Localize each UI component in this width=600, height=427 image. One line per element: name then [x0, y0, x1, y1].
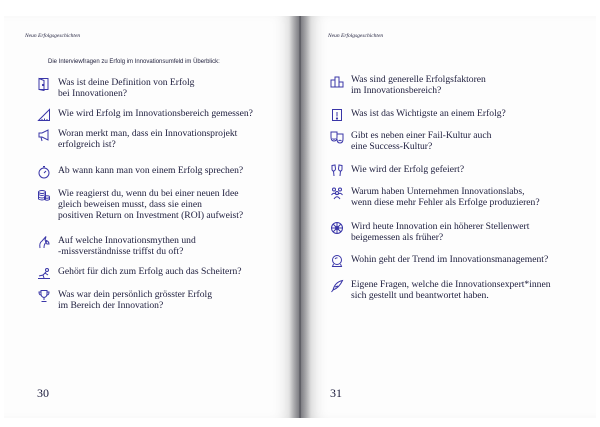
question-item [330, 164, 464, 178]
question-text: Eigene Fragen, welche die Innovationsexpert*innen sich gestellt und beantwortet haben. [351, 279, 551, 301]
question-item [330, 130, 491, 152]
question-text: Ab wann kann man von einem Erfolg sprechen? [58, 165, 244, 176]
question-item [37, 188, 243, 221]
question-item [330, 221, 529, 243]
question-item [330, 279, 551, 301]
question-text: Wie reagierst du, wenn du bei einer neuen Idee gleich beweisen musst, dass sie einen positiven Return on Investment (ROI) aufweist? [58, 188, 244, 221]
trophy-icon [37, 289, 51, 303]
champagne-icon [330, 164, 344, 178]
running-head-left: Neun Erfolgsgeschichten [25, 33, 81, 39]
question-text: Gibt es neben einer Fail-Kultur auch eine Success-Kultur? [351, 130, 492, 152]
question-item [37, 77, 194, 99]
quill-icon [330, 279, 344, 293]
unicorn-icon [37, 235, 51, 249]
crystal-ball-icon [330, 254, 344, 268]
coins-icon [37, 188, 51, 202]
question-text: Wird heute Innovation ein höherer Stellenwert beigemessen als früher? [351, 221, 530, 243]
question-item [37, 165, 243, 179]
page-number-right: 31 [330, 386, 342, 400]
masks-icon [330, 130, 344, 144]
question-item [330, 74, 486, 96]
question-item [330, 254, 548, 268]
page-number-left: 30 [37, 386, 49, 400]
book-gutter [289, 16, 311, 418]
question-text: Wie wird Erfolg im Innovationsbereich gemessen? [58, 108, 253, 119]
wheel-icon [330, 221, 344, 235]
question-text: Warum haben Unternehmen Innovationslabs, wenn diese mehr Fehler als Erfolge produzieren? [351, 186, 540, 208]
question-text: Was ist das Wichtigste an einem Erfolg? [351, 108, 506, 119]
question-item [37, 128, 237, 150]
question-text: Was sind generelle Erfolgsfaktoren im Innovationsbereich? [351, 74, 486, 96]
question-item [330, 108, 506, 122]
megaphone-icon [37, 128, 51, 142]
ruler-icon [37, 108, 51, 122]
question-text: Wie wird der Erfolg gefeiert? [351, 164, 465, 175]
stopwatch-icon [37, 165, 51, 179]
question-text: Was war dein persönlich grösster Erfolg im Bereich der Innovation? [58, 289, 213, 311]
running-head-right: Neun Erfolgsgeschichten [328, 33, 384, 39]
question-text: Was ist deine Definition von Erfolg bei Innovationen? [58, 77, 195, 99]
question-text: Auf welche Innovationsmythen und -missverständnisse triffst du oft? [58, 235, 196, 257]
question-item [330, 186, 540, 208]
door-icon [37, 77, 51, 91]
exclamation-icon [330, 108, 344, 122]
podium-icon [330, 74, 344, 88]
question-item [37, 289, 212, 311]
team-icon [330, 186, 344, 200]
question-text: Wohin geht der Trend im Innovationsmanagement? [351, 254, 549, 265]
question-item [37, 108, 253, 122]
question-text: Gehört für dich zum Erfolg auch das Scheitern? [58, 266, 242, 277]
intro-text: Die Interviewfragen zu Erfolg im Innovationsumfeld im Überblick: [48, 59, 220, 65]
question-text: Woran merkt man, dass ein Innovationsprojekt erfolgreich ist? [58, 128, 238, 150]
fall-icon [37, 266, 51, 280]
question-item [37, 266, 242, 280]
question-item [37, 235, 196, 257]
